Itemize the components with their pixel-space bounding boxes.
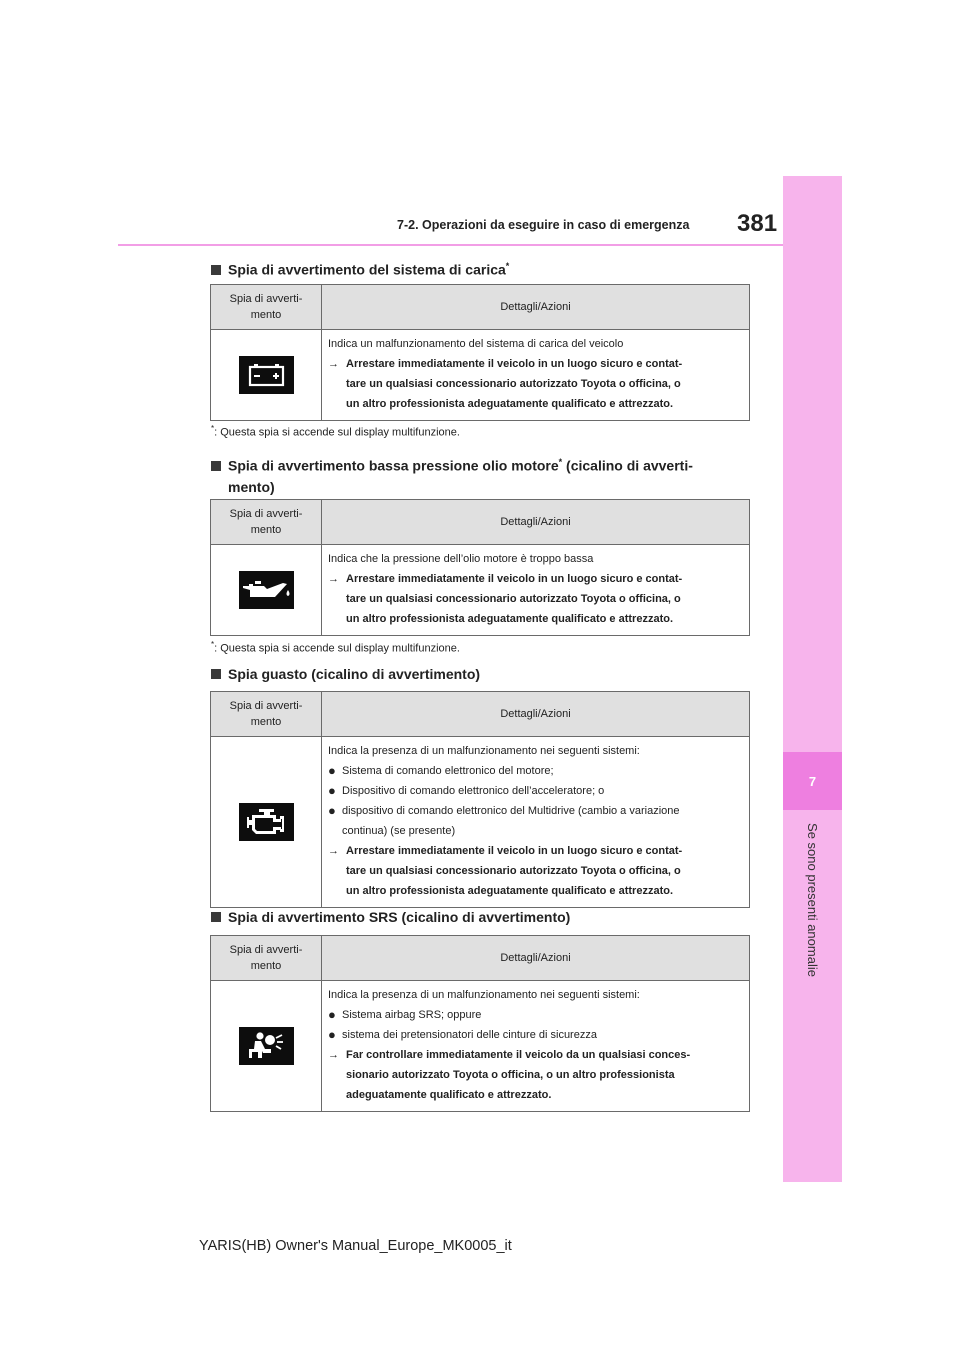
square-bullet-icon — [211, 669, 221, 679]
header-col-warning-light — [211, 285, 322, 330]
table-row — [211, 981, 750, 1112]
list-item-text: Sistema di comando elettronico del motore; — [342, 765, 554, 777]
table-row — [211, 737, 750, 908]
list-item — [328, 1025, 743, 1045]
chapter-label: Se sono presenti anomalie — [805, 823, 820, 977]
details-cell — [322, 737, 750, 908]
action-line — [328, 354, 743, 414]
footnote-marker: * — [505, 261, 510, 271]
icon-cell — [211, 981, 322, 1112]
footnote-text: : Questa spia si accende sul display multifunzione. — [214, 426, 460, 439]
heading-text-2: (cicalino di avverti- — [562, 457, 693, 474]
footnote-text: : Questa spia si accende sul display multifunzione. — [214, 642, 460, 655]
list-item — [328, 781, 743, 801]
table-header-row — [211, 500, 750, 545]
chapter-number: 7 — [808, 773, 817, 789]
bullet-icon: ● — [328, 1027, 336, 1042]
bullet-icon: ● — [328, 763, 336, 778]
manual-title: YARIS(HB) Owner's Manual_Europe_MK0005_it — [199, 1238, 512, 1254]
warning-table-oil — [210, 499, 750, 636]
heading-text-1: Spia di avvertimento bassa pressione olio motore — [228, 457, 559, 474]
header-col-warning-light — [211, 692, 322, 737]
description: Indica un malfunzionamento del sistema di carica del veicolo — [328, 338, 624, 350]
action-text: Arrestare immediatamente il veicolo in un luogo sicuro e contat- tare un qualsiasi concessionario autorizzato Toyota o officina, o un altro professionista adeguatamente qualificato e attrezzato. — [346, 573, 683, 625]
heading-text: Spia di avvertimento del sistema di carica — [228, 261, 506, 278]
table-row — [211, 545, 750, 636]
icon-cell — [211, 737, 322, 908]
description: Indica che la pressione dell’olio motore è troppo bassa — [328, 553, 594, 565]
header-col-warning-light — [211, 936, 322, 981]
chapter-side-tab — [783, 176, 842, 1182]
arrow-icon: → — [328, 1049, 339, 1061]
oil-pressure-icon — [239, 571, 294, 609]
heading-oil-pressure — [211, 452, 693, 498]
list-item — [328, 761, 743, 781]
list-item — [328, 801, 743, 841]
action-line — [328, 1045, 743, 1105]
footnote-mark: * — [211, 640, 215, 649]
square-bullet-icon — [211, 265, 221, 275]
heading-srs — [211, 907, 570, 928]
table-header-row — [211, 936, 750, 981]
header-col-details: Dettagli/Azioni — [322, 500, 750, 545]
action-line — [328, 841, 743, 901]
icon-cell — [211, 545, 322, 636]
description: Indica la presenza di un malfunzionamento nei seguenti sistemi: — [328, 989, 640, 1001]
action-text: Arrestare immediatamente il veicolo in un luogo sicuro e contat- tare un qualsiasi concessionario autorizzato Toyota o officina, o un altro professionista adeguatamente qualificato e attrezzato. — [346, 358, 683, 410]
header-divider — [118, 244, 783, 246]
list-item-text: sistema dei pretensionatori delle cinture di sicurezza — [342, 1029, 597, 1041]
details-cell — [322, 330, 750, 421]
details-cell — [322, 545, 750, 636]
section-title: 7-2. Operazioni da eseguire in caso di emergenza — [397, 218, 690, 232]
header-col1-text: Spia di avverti- mento — [229, 700, 303, 728]
heading-text-3: mento) — [228, 478, 275, 495]
header-col1-text: Spia di avverti- mento — [229, 944, 303, 972]
header-col1-text: Spia di avverti- mento — [229, 293, 303, 321]
list-item-text: Sistema airbag SRS; oppure — [342, 1009, 482, 1021]
arrow-icon: → — [328, 358, 339, 370]
warning-table-srs — [210, 935, 750, 1112]
header-col-warning-light — [211, 500, 322, 545]
header-col-details: Dettagli/Azioni — [322, 936, 750, 981]
bullet-icon: ● — [328, 783, 336, 798]
footnote-oil — [211, 640, 460, 655]
heading-text: Spia di avvertimento SRS (cicalino di avvertimento) — [228, 909, 571, 925]
action-text: Arrestare immediatamente il veicolo in un luogo sicuro e contat- tare un qualsiasi concessionario autorizzato Toyota o officina, o un altro professionista adeguatamente qualificato e attrezzato. — [346, 845, 683, 897]
square-bullet-icon — [211, 461, 221, 471]
header-col-details: Dettagli/Azioni — [322, 285, 750, 330]
details-cell — [322, 981, 750, 1112]
battery-charge-icon — [239, 356, 294, 394]
arrow-icon: → — [328, 845, 339, 857]
arrow-icon: → — [328, 573, 339, 585]
action-line — [328, 569, 743, 629]
header-col1-text: Spia di avverti- mento — [229, 508, 303, 536]
heading-charging-warning — [211, 256, 509, 281]
action-text: Far controllare immediatamente il veicolo da un qualsiasi conces- sionario autorizzato Toyota o officina, o un altro professionista adeguatamente qualificato e attrezzato. — [346, 1049, 691, 1101]
table-header-row — [211, 285, 750, 330]
table-row — [211, 330, 750, 421]
heading-malfunction — [211, 664, 480, 685]
footnote-mark: * — [211, 424, 215, 433]
chapter-number-tab[interactable] — [783, 752, 842, 810]
icon-cell — [211, 330, 322, 421]
page-number: 381 — [737, 210, 778, 237]
bullet-icon: ● — [328, 1007, 336, 1022]
list-item — [328, 1005, 743, 1025]
header-col-details: Dettagli/Azioni — [322, 692, 750, 737]
square-bullet-icon — [211, 912, 221, 922]
srs-airbag-icon — [239, 1027, 294, 1065]
heading-text: Spia guasto (cicalino di avvertimento) — [228, 666, 481, 682]
warning-table-charging — [210, 284, 750, 421]
bullet-icon: ● — [328, 803, 336, 818]
list-item-text: Dispositivo di comando elettronico dell’acceleratore; o — [342, 785, 605, 797]
description: Indica la presenza di un malfunzionamento nei seguenti sistemi: — [328, 745, 640, 757]
list-item-text: dispositivo di comando elettronico del Multidrive (cambio a variazione continua) (se presente) — [342, 805, 680, 837]
warning-table-malfunction — [210, 691, 750, 908]
footnote-marker: * — [558, 457, 563, 467]
check-engine-icon — [239, 803, 294, 841]
table-header-row — [211, 692, 750, 737]
footnote-charging — [211, 424, 460, 439]
